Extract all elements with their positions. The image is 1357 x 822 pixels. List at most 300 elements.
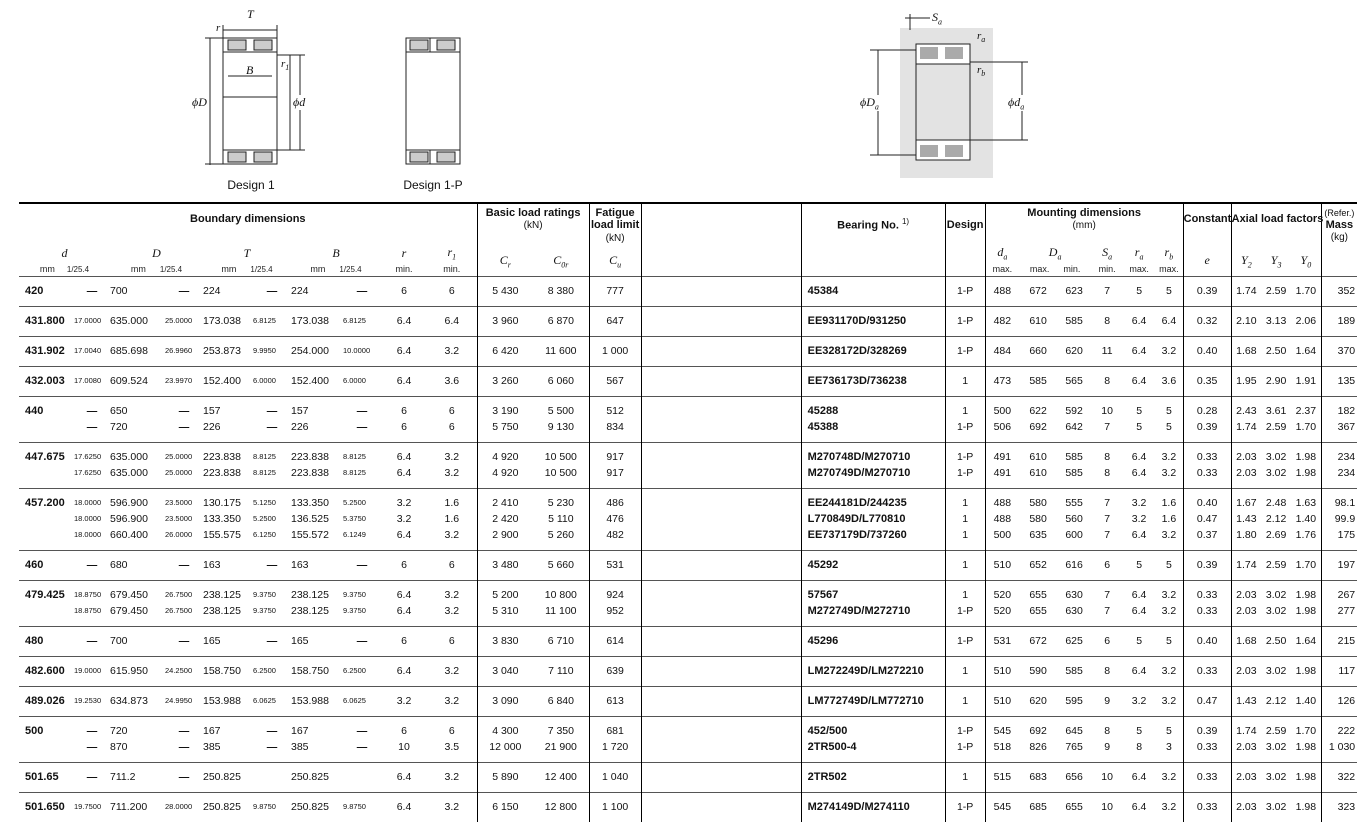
value: 28.0000 [165,802,193,812]
value: 431.800 [25,315,65,328]
value: 610 [1029,315,1047,328]
value: 0.33 [1196,771,1218,784]
bearing-no [801,489,945,551]
value: — [86,559,98,572]
spacer [641,793,801,822]
chamfer-r [381,687,427,717]
value: 17.0040 [74,346,102,356]
value: 555 [1065,497,1083,510]
value: 10 [398,741,410,754]
mount-Da-min [1057,307,1091,337]
constant-e [1183,277,1231,307]
header-design: Design [945,203,985,245]
table-row [19,687,1357,717]
value: 0.33 [1196,665,1218,678]
value: 370 [1337,345,1356,358]
chamfer-r1 [427,277,477,307]
axial-Y0 [1291,367,1321,397]
fatigue-Cu [589,793,641,822]
axial-Y2 [1231,793,1261,822]
sym-Cu: $C_u$ [589,245,641,277]
sym-B: B mm 1/25.4 [310,245,362,274]
bore-d-inch [74,443,110,489]
value: 2TR500-4 [807,741,857,754]
value: 6.0625 [253,696,276,706]
design-1-drawing [205,25,305,165]
value: 6.8125 [253,316,276,326]
value: 3 480 [492,559,519,572]
value: 501.65 [25,771,59,784]
value: 0.35 [1196,375,1218,388]
mount-Sa [1091,657,1123,687]
value: 622 [1029,405,1047,418]
value: 6 [448,421,455,434]
bore-d-inch [74,307,110,337]
value: 8 [1104,467,1111,480]
mount-ra [1123,581,1155,627]
value: 6.2500 [343,666,366,676]
value: 3.2 [1131,513,1147,526]
table-row [19,581,1357,627]
value: 0.33 [1196,589,1218,602]
mount-da [985,717,1019,763]
value: 610 [1029,451,1047,464]
sym-Da: $D_a$ max. min. [1029,245,1081,275]
outer-D [110,687,165,717]
width-T [203,687,253,717]
value: 45288 [807,405,839,418]
spacer [641,687,801,717]
value: 2.12 [1265,513,1287,526]
mass [1321,763,1357,793]
mount-rb [1155,307,1183,337]
value: 4 920 [492,467,519,480]
value: 45384 [807,285,839,298]
mount-Da-min [1057,551,1091,581]
value: 634.873 [110,695,148,708]
value: 173.038 [203,315,241,328]
value: 5 [1136,285,1143,298]
value: 3.02 [1265,801,1287,814]
value: 460 [25,559,44,572]
value: 655 [1029,589,1047,602]
value: 6.4 [396,665,412,678]
spacer [641,397,801,443]
value: 9.3750 [343,606,366,616]
caption-design-1p: Design 1-P [403,178,463,192]
axial-Y2 [1231,367,1261,397]
outer-D-inch [165,443,203,489]
value: 7 [1104,421,1111,434]
value: 3.02 [1265,467,1287,480]
mount-Da-min [1057,627,1091,657]
value: 2.03 [1236,665,1257,678]
value: 585 [1065,467,1083,480]
value: 10 [1101,771,1113,784]
width-T-inch [253,367,291,397]
value: 18.0000 [74,530,102,540]
value: 1.6 [1161,513,1177,526]
mount-ra [1123,717,1155,763]
value: 1.74 [1236,725,1257,738]
value: 1 [962,375,969,388]
value: 480 [25,635,44,648]
value: 6 [401,421,407,434]
load-C0r [533,277,589,307]
table-row [19,489,1357,551]
bore-d [19,367,74,397]
mass [1321,687,1357,717]
outer-D-inch [165,307,203,337]
value: 1.91 [1295,375,1317,388]
value: M270749D/M270710 [807,467,911,480]
load-Cr [477,307,533,337]
value: 580 [1029,513,1047,526]
value: — [178,725,190,738]
chamfer-r1 [427,367,477,397]
width-B-inch [343,307,381,337]
value: 501.650 [25,801,65,814]
bearing-no [801,397,945,443]
value: 655 [1029,605,1047,618]
value: 6.1249 [343,530,366,540]
mount-Da-max [1019,581,1057,627]
value: 25.0000 [165,316,193,326]
header-constant: Constant [1183,203,1231,231]
value: 720 [110,421,128,434]
value: 635.000 [110,467,148,480]
width-B-inch [343,763,381,793]
outer-D-inch [165,367,203,397]
table-row [19,277,1357,307]
mount-rb [1155,277,1183,307]
value: 0.33 [1196,451,1218,464]
value: 5 310 [492,605,519,618]
value: EE736173D/736238 [807,375,907,388]
mount-Sa [1091,367,1123,397]
design [945,793,985,822]
value: 2.50 [1265,345,1287,358]
value: 7 350 [547,725,574,738]
value: 3.2 [1131,695,1147,708]
label-r1: $r_1$ [281,58,290,73]
label-D: ϕD [192,95,207,109]
outer-D-inch [165,717,203,763]
value: 488 [993,285,1012,298]
value: 10.0000 [343,346,371,356]
value: — [178,421,190,434]
outer-D [110,307,165,337]
design [945,337,985,367]
width-B [291,277,343,307]
value: 5 660 [547,559,574,572]
value: 238.125 [203,589,241,602]
value: 223.838 [291,451,329,464]
bearing-no [801,307,945,337]
value: 585 [1065,665,1083,678]
bore-d [19,627,74,657]
value: 870 [110,741,128,754]
value: 6.4 [1131,375,1147,388]
outer-D [110,277,165,307]
value: 6 [1104,635,1111,648]
value: 639 [606,665,624,678]
bore-d-inch [74,277,110,307]
value: 5.3750 [343,514,366,524]
value: — [178,635,190,648]
value: 5 230 [547,497,574,510]
mount-Da-max [1019,687,1057,717]
value: 620 [1029,695,1047,708]
bore-d-inch [74,793,110,822]
value: 17.0000 [74,316,102,326]
bore-d-inch [74,657,110,687]
mount-da [985,337,1019,367]
value: — [266,741,278,754]
axial-Y2 [1231,443,1261,489]
value: 489.026 [25,695,65,708]
chamfer-r1 [427,581,477,627]
outer-D-inch [165,277,203,307]
value: 2.03 [1236,771,1257,784]
mount-Da-max [1019,443,1057,489]
width-T [203,307,253,337]
value: 720 [110,725,128,738]
outer-D [110,337,165,367]
value: 0.37 [1196,529,1218,542]
mount-Sa [1091,687,1123,717]
value: 2.90 [1265,375,1287,388]
mass [1321,793,1357,822]
value: 826 [1029,741,1047,754]
fatigue-Cu [589,397,641,443]
value: 18.8750 [74,606,102,616]
mount-da [985,627,1019,657]
value: 26.0000 [165,530,193,540]
axial-Y0 [1291,763,1321,793]
width-T [203,489,253,551]
value: 9 130 [547,421,574,434]
value: 322 [1337,771,1356,784]
value: 226 [203,421,221,434]
value: 3.2 [1161,695,1177,708]
sym-Sa: $S_a$ min. [1098,245,1116,275]
value: 565 [1065,375,1083,388]
axial-Y3 [1261,489,1291,551]
design [945,307,985,337]
value: 1.63 [1295,497,1317,510]
design [945,397,985,443]
value: 1 [962,695,969,708]
value: 7 110 [548,665,574,678]
value: 352 [1337,285,1356,298]
value: 17.0080 [74,376,102,386]
value: 12 000 [489,741,522,754]
value: 2TR502 [807,771,847,784]
value: 512 [606,405,624,418]
value: 6.4 [396,589,412,602]
load-C0r [533,367,589,397]
value: 613 [606,695,624,708]
value: — [266,559,278,572]
constant-e [1183,581,1231,627]
value: — [178,405,190,418]
mount-da [985,657,1019,687]
value: 6 [401,405,407,418]
design [945,687,985,717]
value: 585 [1065,451,1083,464]
value: 3.2 [444,451,460,464]
value: 6 [448,559,455,572]
value: 250.825 [203,801,241,814]
value: 12 800 [544,801,577,814]
value: 17.6250 [74,452,102,462]
value: 614 [606,635,624,648]
width-B-inch [343,443,381,489]
value: M274149D/M274110 [807,801,910,814]
spacer [641,337,801,367]
value: 126 [1337,695,1356,708]
fatigue-Cu [589,763,641,793]
value: 0.33 [1196,467,1218,480]
value: 531 [606,559,624,572]
label-Sa: $S_a$ [932,10,942,27]
bore-d-inch [74,627,110,657]
value: — [356,285,368,298]
mount-da [985,367,1019,397]
value: 1-P [956,421,974,434]
mount-Sa [1091,551,1123,581]
value: 491 [993,451,1012,464]
fatigue-Cu [589,443,641,489]
value: 6.4 [1131,529,1147,542]
value: 3.2 [1131,497,1147,510]
value: 0.39 [1196,421,1218,434]
value: 6.4 [1131,467,1147,480]
value: 2.59 [1265,559,1287,572]
value: 506 [993,421,1012,434]
value: 672 [1029,635,1047,648]
label-da: $\phi d_a$ [1008,95,1025,112]
axial-Y3 [1261,763,1291,793]
value: 1.74 [1236,421,1257,434]
outer-D [110,367,165,397]
width-B [291,581,343,627]
load-Cr [477,277,533,307]
width-B-inch [343,397,381,443]
chamfer-r1 [427,763,477,793]
load-C0r [533,627,589,657]
mount-da [985,551,1019,581]
mount-ra [1123,793,1155,822]
label-rb: $r_b$ [977,64,986,79]
header-mass: (Refer.) Mass (kg) [1321,203,1357,245]
mount-rb [1155,657,1183,687]
value: 253.873 [203,345,241,358]
value: 650 [110,405,128,418]
value: 0.40 [1196,497,1218,510]
chamfer-r [381,443,427,489]
value: 6 [448,725,455,738]
chamfer-r1 [427,337,477,367]
value: 515 [993,771,1012,784]
width-T-inch [253,627,291,657]
value: 1 720 [601,741,629,754]
spacer [641,763,801,793]
outer-D-inch [165,581,203,627]
value: 3.2 [1161,451,1177,464]
value: 8 380 [547,285,574,298]
chamfer-r1 [427,717,477,763]
outer-D [110,489,165,551]
value: 133.350 [291,497,329,510]
table-row [19,397,1357,443]
value: — [266,285,278,298]
axial-Y0 [1291,717,1321,763]
mass [1321,581,1357,627]
constant-e [1183,443,1231,489]
value: M272749D/M272710 [807,605,911,618]
value: 6.4 [1131,801,1147,814]
sym-r: r min. [395,245,413,274]
value: 8.8125 [253,468,276,478]
width-T [203,367,253,397]
constant-e [1183,627,1231,657]
value: 440 [25,405,44,418]
value: 3.2 [444,529,460,542]
width-T-inch [253,657,291,687]
mount-Sa [1091,397,1123,443]
fatigue-Cu [589,307,641,337]
load-Cr [477,337,533,367]
value: 153.988 [203,695,241,708]
value: 18.0000 [74,514,102,524]
value: 6 [401,725,407,738]
value: — [266,405,278,418]
width-B [291,551,343,581]
mount-rb [1155,581,1183,627]
value: 5 750 [492,421,519,434]
value: 6.0000 [343,376,366,386]
spacer [641,581,801,627]
value: 6 [448,405,455,418]
value: 917 [606,451,624,464]
value: 765 [1065,741,1083,754]
value: 250.825 [291,801,329,814]
axial-Y3 [1261,367,1291,397]
header-load: Basic load ratings (kN) [477,203,589,231]
value: 685 [1029,801,1047,814]
design [945,551,985,581]
value: 3 260 [492,375,519,388]
fatigue-Cu [589,337,641,367]
axial-Y2 [1231,657,1261,687]
width-T [203,763,253,793]
value: 8 [1104,375,1111,388]
design-1p-drawing [406,38,460,164]
fatigue-Cu [589,657,641,687]
value: 6.4 [396,467,412,480]
header-mounting: Mounting dimensions (mm) [985,203,1183,231]
width-B [291,687,343,717]
value: 182 [1337,405,1356,418]
value: 491 [993,467,1012,480]
outer-D [110,581,165,627]
value: — [86,771,98,784]
value: 1.6 [1161,497,1177,510]
value: 6 [1104,559,1111,572]
width-B-inch [343,657,381,687]
